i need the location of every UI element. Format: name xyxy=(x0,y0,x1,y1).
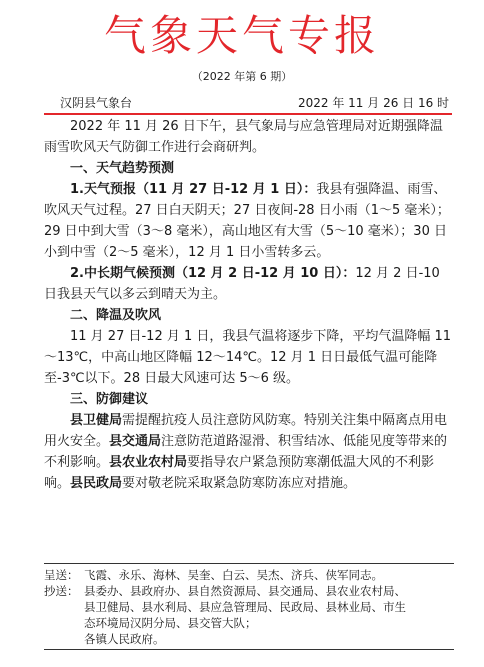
org-civil-affairs-bureau: 县民政局 xyxy=(70,476,123,491)
intro-paragraph: 2022 年 11 月 26 日下午，县气象局与应急管理局对近期强降温雨雪吹风天气防御工作进行会商研判。 xyxy=(44,119,443,155)
copy-row xyxy=(44,583,454,647)
footer-divider-top xyxy=(44,563,454,564)
header-divider xyxy=(44,113,452,115)
copy-label: 抄送： xyxy=(44,584,79,598)
submit-row xyxy=(44,567,454,583)
section-heading-1: 一、天气趋势预测 xyxy=(70,161,175,176)
issue-number: （2022 年第 6 期） xyxy=(191,70,293,83)
advice-agriculture: 要指导农户紧急预防寒潮低温大风的不利影响。 xyxy=(44,455,435,491)
forecast-text: 我县有强降温、雨雪、吹风天气过程。27 日白天阴天；27 日夜间-28 日小雨（1～5 毫米）；29 日中到大雪（3～8 毫米），高山地区有大雪（5～10 毫米）；30 日小到中雪（2～5 毫米），12 月 1 日小雪转多云。 xyxy=(44,182,450,260)
report-body xyxy=(44,116,454,494)
copy-line: 态环境局汉阴分局、县交管大队； xyxy=(84,616,257,630)
defense-paragraph xyxy=(44,410,454,494)
advice-civil-affairs: 要对敬老院采取紧急防寒防冻应对措施。 xyxy=(122,476,357,491)
copy-line: 县委办、县政府办、县自然资源局、县交通局、县农业农村局、 xyxy=(84,584,406,598)
org-health-bureau: 县卫健局 xyxy=(70,413,123,428)
forecast-label: 1.天气预报（11 月 27 日-12 月 1 日）： xyxy=(70,182,317,197)
forecast-paragraph xyxy=(44,179,454,263)
copy-line: 各镇人民政府。 xyxy=(84,632,165,646)
distribution-list xyxy=(44,567,454,647)
submit-recipients: 飞霞、永乐、海林、吴奎、白云、吴杰、济兵、侠军同志。 xyxy=(84,568,383,582)
advice-health: 需提醒抗疫人员注意防风防寒。特别关注集中隔离点用电用火安全。 xyxy=(44,413,448,449)
org-agriculture-bureau: 县农业农村局 xyxy=(109,455,188,470)
long-range-label: 2.中长期气候预测（12 月 2 日-12 月 10 日）： xyxy=(70,266,356,281)
submit-label: 呈送： xyxy=(44,568,79,582)
advice-transport: 注意防范道路湿滑、积雪结冰、低能见度等带来的不利影响。 xyxy=(44,434,448,470)
long-range-text: 12 月 2 日-10 日我县天气以多云到晴天为主。 xyxy=(44,266,440,302)
issuer: 汉阴县气象台 xyxy=(60,96,133,110)
org-transport-bureau: 县交通局 xyxy=(109,434,162,449)
cooling-paragraph: 11 月 27 日-12 月 1 日，我县气温将逐步下降，平均气温降幅 11～13℃，中高山地区降幅 12～14℃。12 月 1 日日最低气温可能降至-3℃以下。28 日最大风速可达 5～6 级。 xyxy=(44,329,452,386)
section-heading-2: 二、降温及吹风 xyxy=(70,308,162,323)
issue-date: 2022 年 11 月 26 日 16 时 xyxy=(298,96,450,110)
footer-divider-bottom xyxy=(44,649,454,650)
section-heading-3: 三、防御建议 xyxy=(70,392,149,407)
copy-line: 县卫健局、县水利局、县应急管理局、民政局、县林业局、市生 xyxy=(84,600,406,614)
document-title: 气象天气专报 xyxy=(103,11,380,60)
long-range-paragraph xyxy=(44,263,454,305)
copy-recipients xyxy=(84,583,454,647)
